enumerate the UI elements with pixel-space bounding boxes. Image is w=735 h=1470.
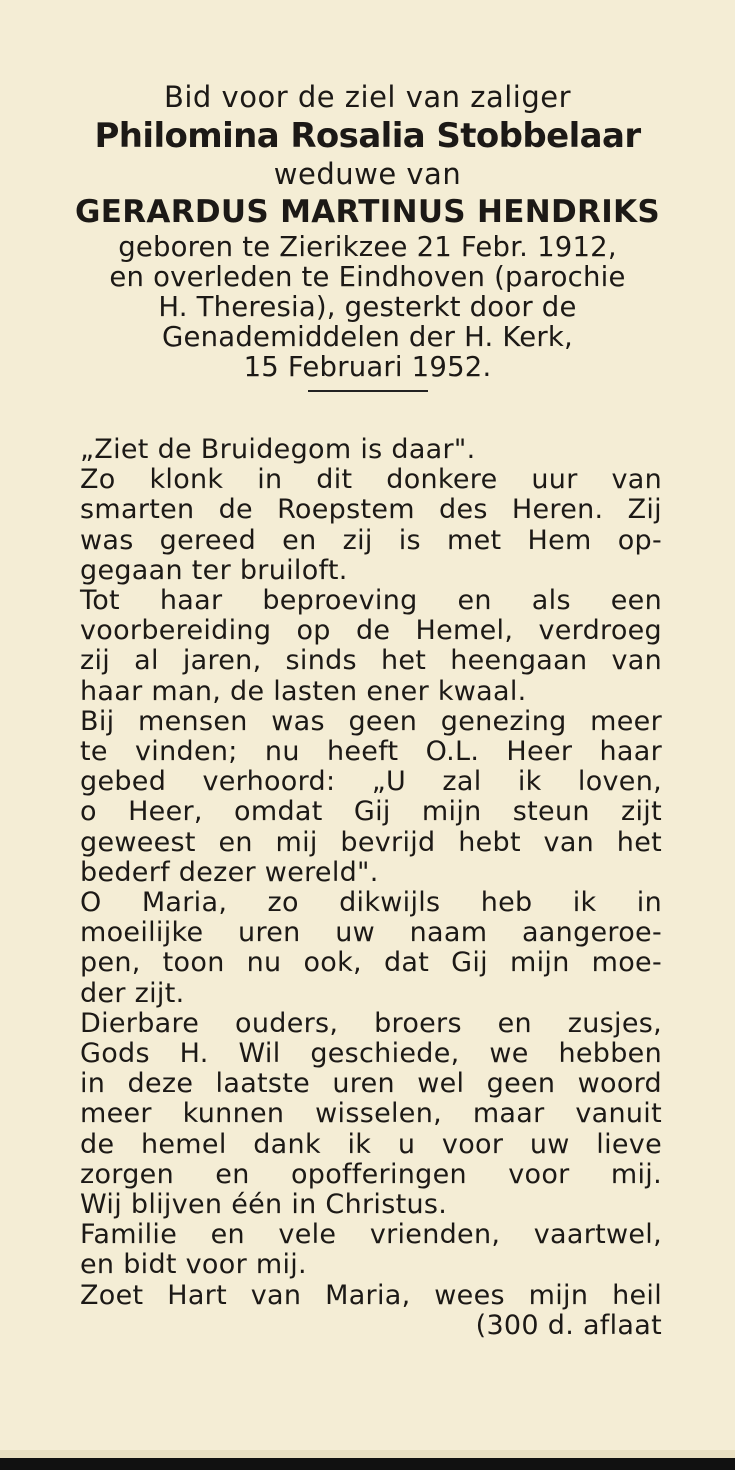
text-line: bederf dezer wereld". [80,856,379,888]
text-line: in deze laatste uren wel geen woord [80,1068,662,1100]
text-line: moeilijke uren uw naam aangeroe- [80,917,662,949]
text-line: o Heer, omdat Gij mijn steun zijt [80,796,662,828]
text-line: de hemel dank ik u voor uw lieve [80,1128,662,1160]
text-line: smarten de Roepstem des Heren. Zij [80,494,662,526]
text-line: Gods H. Wil geschiede, we hebben [80,1038,662,1070]
text-line: Dierbare ouders, broers en zusjes, [80,1007,662,1039]
bio-line: geboren te Zierikzee 21 Febr. 1912, [118,231,617,263]
text-line: te vinden; nu heeft O.L. Heer haar [80,736,662,768]
text-line: en bidt voor mij. [80,1249,307,1281]
bio-line: H. Theresia), gesterkt door de [158,291,577,323]
text-line: meer kunnen wisselen, maar vanuit [80,1098,662,1130]
text-line: der zijt. [80,977,185,1009]
text-line: Zo klonk in dit donkere uur van [80,464,662,496]
text-line: Tot haar beproeving en als een [80,585,662,617]
card-header [0,78,735,392]
text-line: Familie en vele vrienden, vaartwel, [80,1219,662,1251]
text-line: gegaan ter bruiloft. [80,554,348,586]
text-line: gebed verhoord: „U zal ik loven, [80,766,662,798]
text-line: haar man, de lasten ener kwaal. [80,675,527,707]
text-line: zorgen en opofferingen voor mij. [80,1158,662,1190]
bio-line: Genademiddelen der H. Kerk, [162,321,573,353]
bottom-border [0,1458,735,1470]
card-edge [0,1450,735,1458]
text-line: geweest en mij bevrijd hebt van het [80,826,662,858]
bio-line: en overleden te Eindhoven (parochie [109,261,626,293]
deceased-name: Philomina Rosalia Stobbelaar [94,116,641,156]
widow-of-label: weduwe van [273,157,462,191]
text-line: was gereed en zij is met Hem op- [80,524,662,556]
text-line: O Maria, zo dikwijls heb ik in [80,887,662,919]
text-line: „Ziet de Bruidegom is daar". [80,434,476,465]
bio-line: 15 Februari 1952. [243,351,492,383]
text-line: Bij mensen was geen genezing meer [80,705,662,737]
text-line: Zoet Hart van Maria, wees mijn heil [80,1279,662,1311]
indulgence-note: (300 d. aflaat [475,1309,662,1341]
divider [308,390,428,392]
memorial-text [80,435,662,1341]
text-line: Wij blijven één in Christus. [80,1189,448,1221]
husband-name: GERARDUS MARTINUS HENDRIKS [75,194,660,230]
prayer-intro: Bid voor de ziel van zaliger [163,80,572,114]
text-line: pen, toon nu ook, dat Gij mijn moe- [80,947,662,979]
text-line: zij al jaren, sinds het heengaan van [80,645,662,677]
text-line: voorbereiding op de Hemel, verdroeg [80,615,662,647]
